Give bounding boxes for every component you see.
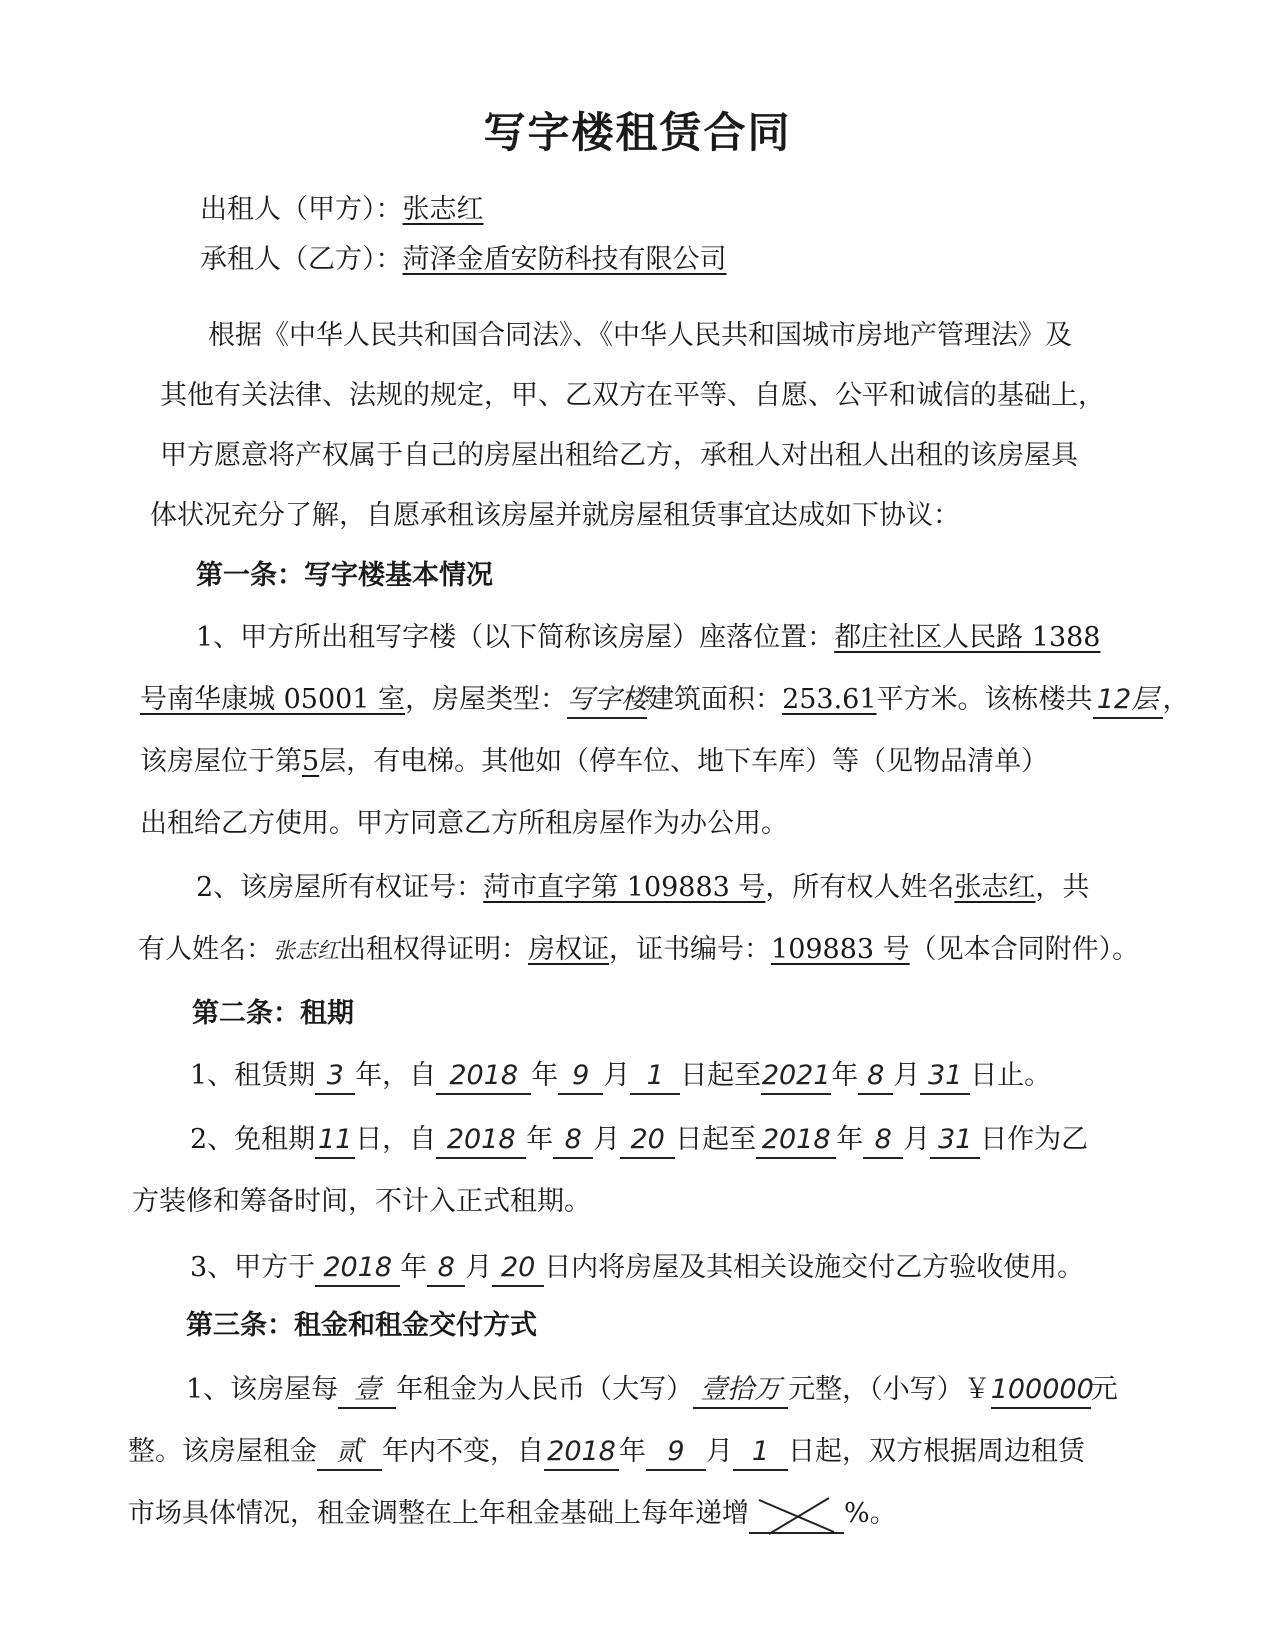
article2-p3: [190, 1248, 1084, 1288]
text: ，证书编号：: [609, 934, 772, 965]
rent-start-month: 9: [646, 1435, 706, 1471]
article3-p1-line1: [186, 1370, 1118, 1410]
free-end-month: 8: [863, 1123, 903, 1159]
increase-rate-struck-out: [749, 1498, 844, 1534]
text: 日起至: [675, 1124, 757, 1155]
text: ，: [1162, 684, 1190, 715]
text: 层，有电梯。其他如（停车位、地下车库）等（见物品清单）: [319, 746, 1049, 777]
article1-heading: 第一条：写字楼基本情况: [196, 560, 493, 591]
article3-p1-line3: [128, 1494, 897, 1534]
text: 年: [531, 1060, 559, 1091]
lease-start-year: 2018: [436, 1059, 531, 1095]
free-start-day: 20: [620, 1123, 675, 1159]
handover-month: 8: [427, 1251, 465, 1287]
article1-p1-line4: 出租给乙方使用。甲方同意乙方所租房屋作为办公用。: [140, 808, 788, 839]
preamble-line-4: 体状况充分了解，自愿承租该房屋并就房屋租赁事宜达成如下协议：: [150, 500, 960, 531]
text: 平方米。该栋楼共: [876, 684, 1093, 715]
rent-start-day: 1: [733, 1435, 788, 1471]
article3-p1-line2: [128, 1432, 1085, 1472]
text: 年: [619, 1436, 646, 1467]
text: 月: [593, 1124, 621, 1155]
article1-p2-line2: [138, 930, 1139, 972]
house-type-handwritten: 写字楼: [567, 683, 647, 719]
text: 年租金为人民币（大写）: [396, 1374, 694, 1405]
article1-p1-line2: [140, 680, 1190, 720]
lessor-label: 出租人（甲方）：: [200, 194, 403, 225]
page-title: 写字楼租赁合同: [483, 108, 792, 157]
location-part2: 号南华康城 05001 室: [140, 684, 406, 715]
text: 日作为乙: [980, 1124, 1089, 1155]
text: 日起至: [680, 1060, 762, 1091]
text: 日起，双方根据周边租赁: [788, 1436, 1085, 1467]
lessee-name: 菏泽金盾安防科技有限公司: [402, 244, 727, 275]
text: 日，自: [355, 1124, 437, 1155]
article2-p2-line1: [190, 1120, 1088, 1160]
lease-start-day: 1: [630, 1059, 680, 1095]
lease-years: 3: [315, 1059, 355, 1095]
free-days: 11: [315, 1123, 355, 1159]
certificate-id: 109883 号: [771, 934, 910, 965]
lease-end-month: 8: [858, 1059, 893, 1095]
total-floors-handwritten: 12层: [1093, 683, 1163, 719]
text: 1、租赁期: [190, 1060, 316, 1091]
text: 日止。: [970, 1060, 1052, 1091]
article2-p1: [190, 1056, 1051, 1096]
article1-p1-line3: [140, 742, 1048, 782]
article1-p1-line1: [196, 618, 1100, 658]
lessor-line: [200, 190, 484, 230]
article1-p2-line1: [196, 868, 1089, 908]
text: 3、甲方于: [190, 1252, 316, 1283]
text: 2、该房屋所有权证号：: [196, 872, 484, 903]
lessee-label: 承租人（乙方）：: [200, 244, 403, 275]
text: 年，自: [355, 1060, 437, 1091]
text: （见本合同附件）。: [909, 934, 1140, 965]
rent-start-year: 2018: [544, 1435, 619, 1471]
lease-end-year: 2021: [761, 1059, 831, 1095]
rent-amount-chinese: 壹拾万: [693, 1373, 788, 1409]
rent-fixed-years: 贰: [317, 1435, 382, 1471]
free-start-month: 8: [553, 1123, 593, 1159]
text: 该房屋位于第: [140, 746, 302, 777]
preamble-line-1: 根据《中华人民共和国合同法》、《中华人民共和国城市房地产管理法》及: [208, 320, 1072, 351]
text: ，房屋类型：: [405, 684, 568, 715]
building-area: 253.61: [782, 684, 877, 715]
free-end-year: 2018: [756, 1123, 836, 1159]
free-start-year: 2018: [436, 1123, 526, 1159]
text: 出租权得证明：: [339, 934, 529, 965]
free-end-day: 31: [930, 1123, 980, 1159]
co-owner-handwritten: 张志红: [273, 939, 340, 964]
text: 年内不变，自: [382, 1436, 544, 1467]
owner-name: 张志红: [954, 872, 1036, 903]
text: 月: [465, 1252, 493, 1283]
text: 整。该房屋租金: [128, 1436, 317, 1467]
article3-heading: 第三条：租金和租金交付方式: [186, 1310, 537, 1341]
certificate-number: 菏市直字第 109883 号: [483, 872, 766, 903]
text: 年: [400, 1252, 428, 1283]
handover-day: 20: [492, 1251, 544, 1287]
text: ，共: [1035, 872, 1090, 903]
text: 月: [706, 1436, 733, 1467]
article2-heading: 第二条：租期: [192, 998, 354, 1029]
lease-start-month: 9: [558, 1059, 603, 1095]
text: 日内将房屋及其相关设施交付乙方验收使用。: [544, 1252, 1085, 1283]
text: 年: [831, 1060, 859, 1091]
text: 月: [893, 1060, 921, 1091]
text: 月: [603, 1060, 631, 1091]
location-part1: 都庄社区人民路 1388: [834, 622, 1101, 653]
text: ，所有权人姓名: [765, 872, 955, 903]
rent-period: 壹: [338, 1373, 396, 1409]
text: 1、该房屋每: [186, 1374, 339, 1405]
preamble-line-2: 其他有关法律、法规的规定，甲、乙双方在平等、自愿、公平和诚信的基础上，: [160, 380, 1105, 411]
text: 年: [836, 1124, 864, 1155]
rent-amount-number: 100000: [991, 1373, 1091, 1409]
text: 元整，（小写）￥: [788, 1374, 991, 1405]
text: 有人姓名：: [138, 934, 273, 965]
floor-number: 5: [302, 746, 320, 777]
article2-p2-line2: 方装修和筹备时间，不计入正式租期。: [132, 1186, 591, 1217]
text: 市场具体情况，租金调整在上年租金基础上每年递增: [128, 1498, 749, 1529]
handover-year: 2018: [315, 1251, 400, 1287]
proof-type: 房权证: [528, 934, 610, 965]
text: 元: [1090, 1374, 1118, 1405]
text: 1、甲方所出租写字楼（以下简称该房屋）座落位置：: [196, 622, 835, 653]
lease-end-day: 31: [920, 1059, 970, 1095]
text: 2、免租期: [190, 1124, 316, 1155]
text: 月: [903, 1124, 931, 1155]
lessee-line: [200, 240, 727, 280]
preamble-line-3: 甲方愿意将产权属于自己的房屋出租给乙方，承租人对出租人出租的该房屋具: [160, 440, 1078, 471]
lessor-name: 张志红: [402, 194, 484, 225]
text: 建筑面积：: [647, 684, 783, 715]
text: %。: [844, 1498, 897, 1529]
text: 年: [526, 1124, 554, 1155]
